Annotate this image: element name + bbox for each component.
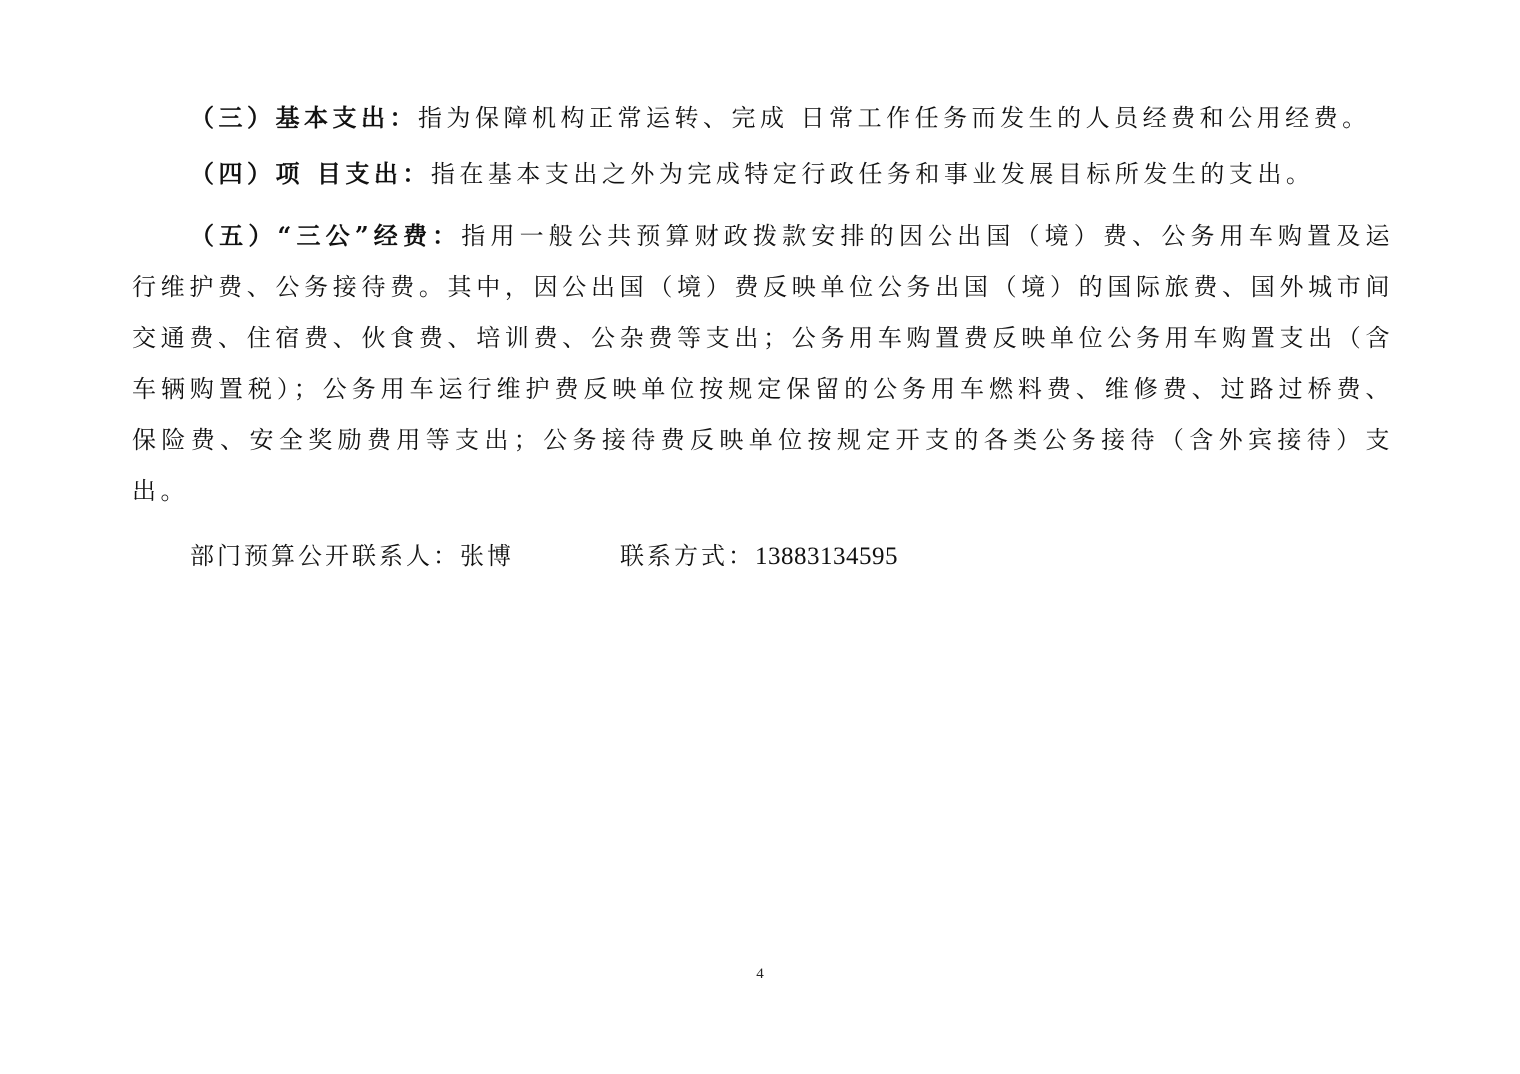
paragraph-basic-expenditure [132, 92, 1394, 144]
paragraph-three-public-expenses [132, 210, 1394, 517]
definition-three-public-expenses: 指用一般公共预算财政拨款安排的因公出国（境）费、公务用车购置及运行维护费、公务接待费。其中，因公出国（境）费反映单位公务出国（境）的国际旅费、国外城市间交通费、住宿费、伙食费、培训费、公杂费等支出；公务用车购置费反映单位公务用车购置支出（含车辆购置税）；公务用车运行维护费反映单位按规定保留的公务用车燃料费、维修费、过路过桥费、保险费、安全奖励费用等支出；公务接待费反映单位按规定开支的各类公务接待（含外宾接待）支出。 [132, 222, 1395, 505]
term-three-public-expenses: （五）“三公”经费： [190, 221, 462, 250]
paragraph-project-expenditure [132, 148, 1394, 200]
definition-basic-expenditure: 指为保障机构正常运转、完成 日常工作任务而发生的人员经费和公用经费。 [418, 104, 1371, 132]
contact-person [190, 534, 514, 578]
term-project-expenditure: （四）项 目支出： [190, 159, 431, 188]
term-basic-expenditure: （三）基本支出： [190, 103, 418, 132]
contact-phone [620, 534, 898, 579]
definition-project-expenditure: 指在基本支出之外为完成特定行政任务和事业发展目标所发生的支出。 [430, 160, 1315, 188]
contact-phone-label: 联系方式： [620, 542, 755, 570]
contact-person-name: 张博 [460, 542, 514, 570]
page-number: 4 [756, 966, 764, 982]
contact-phone-number: 13883134595 [755, 543, 898, 570]
contact-person-label: 部门预算公开联系人： [190, 542, 460, 570]
